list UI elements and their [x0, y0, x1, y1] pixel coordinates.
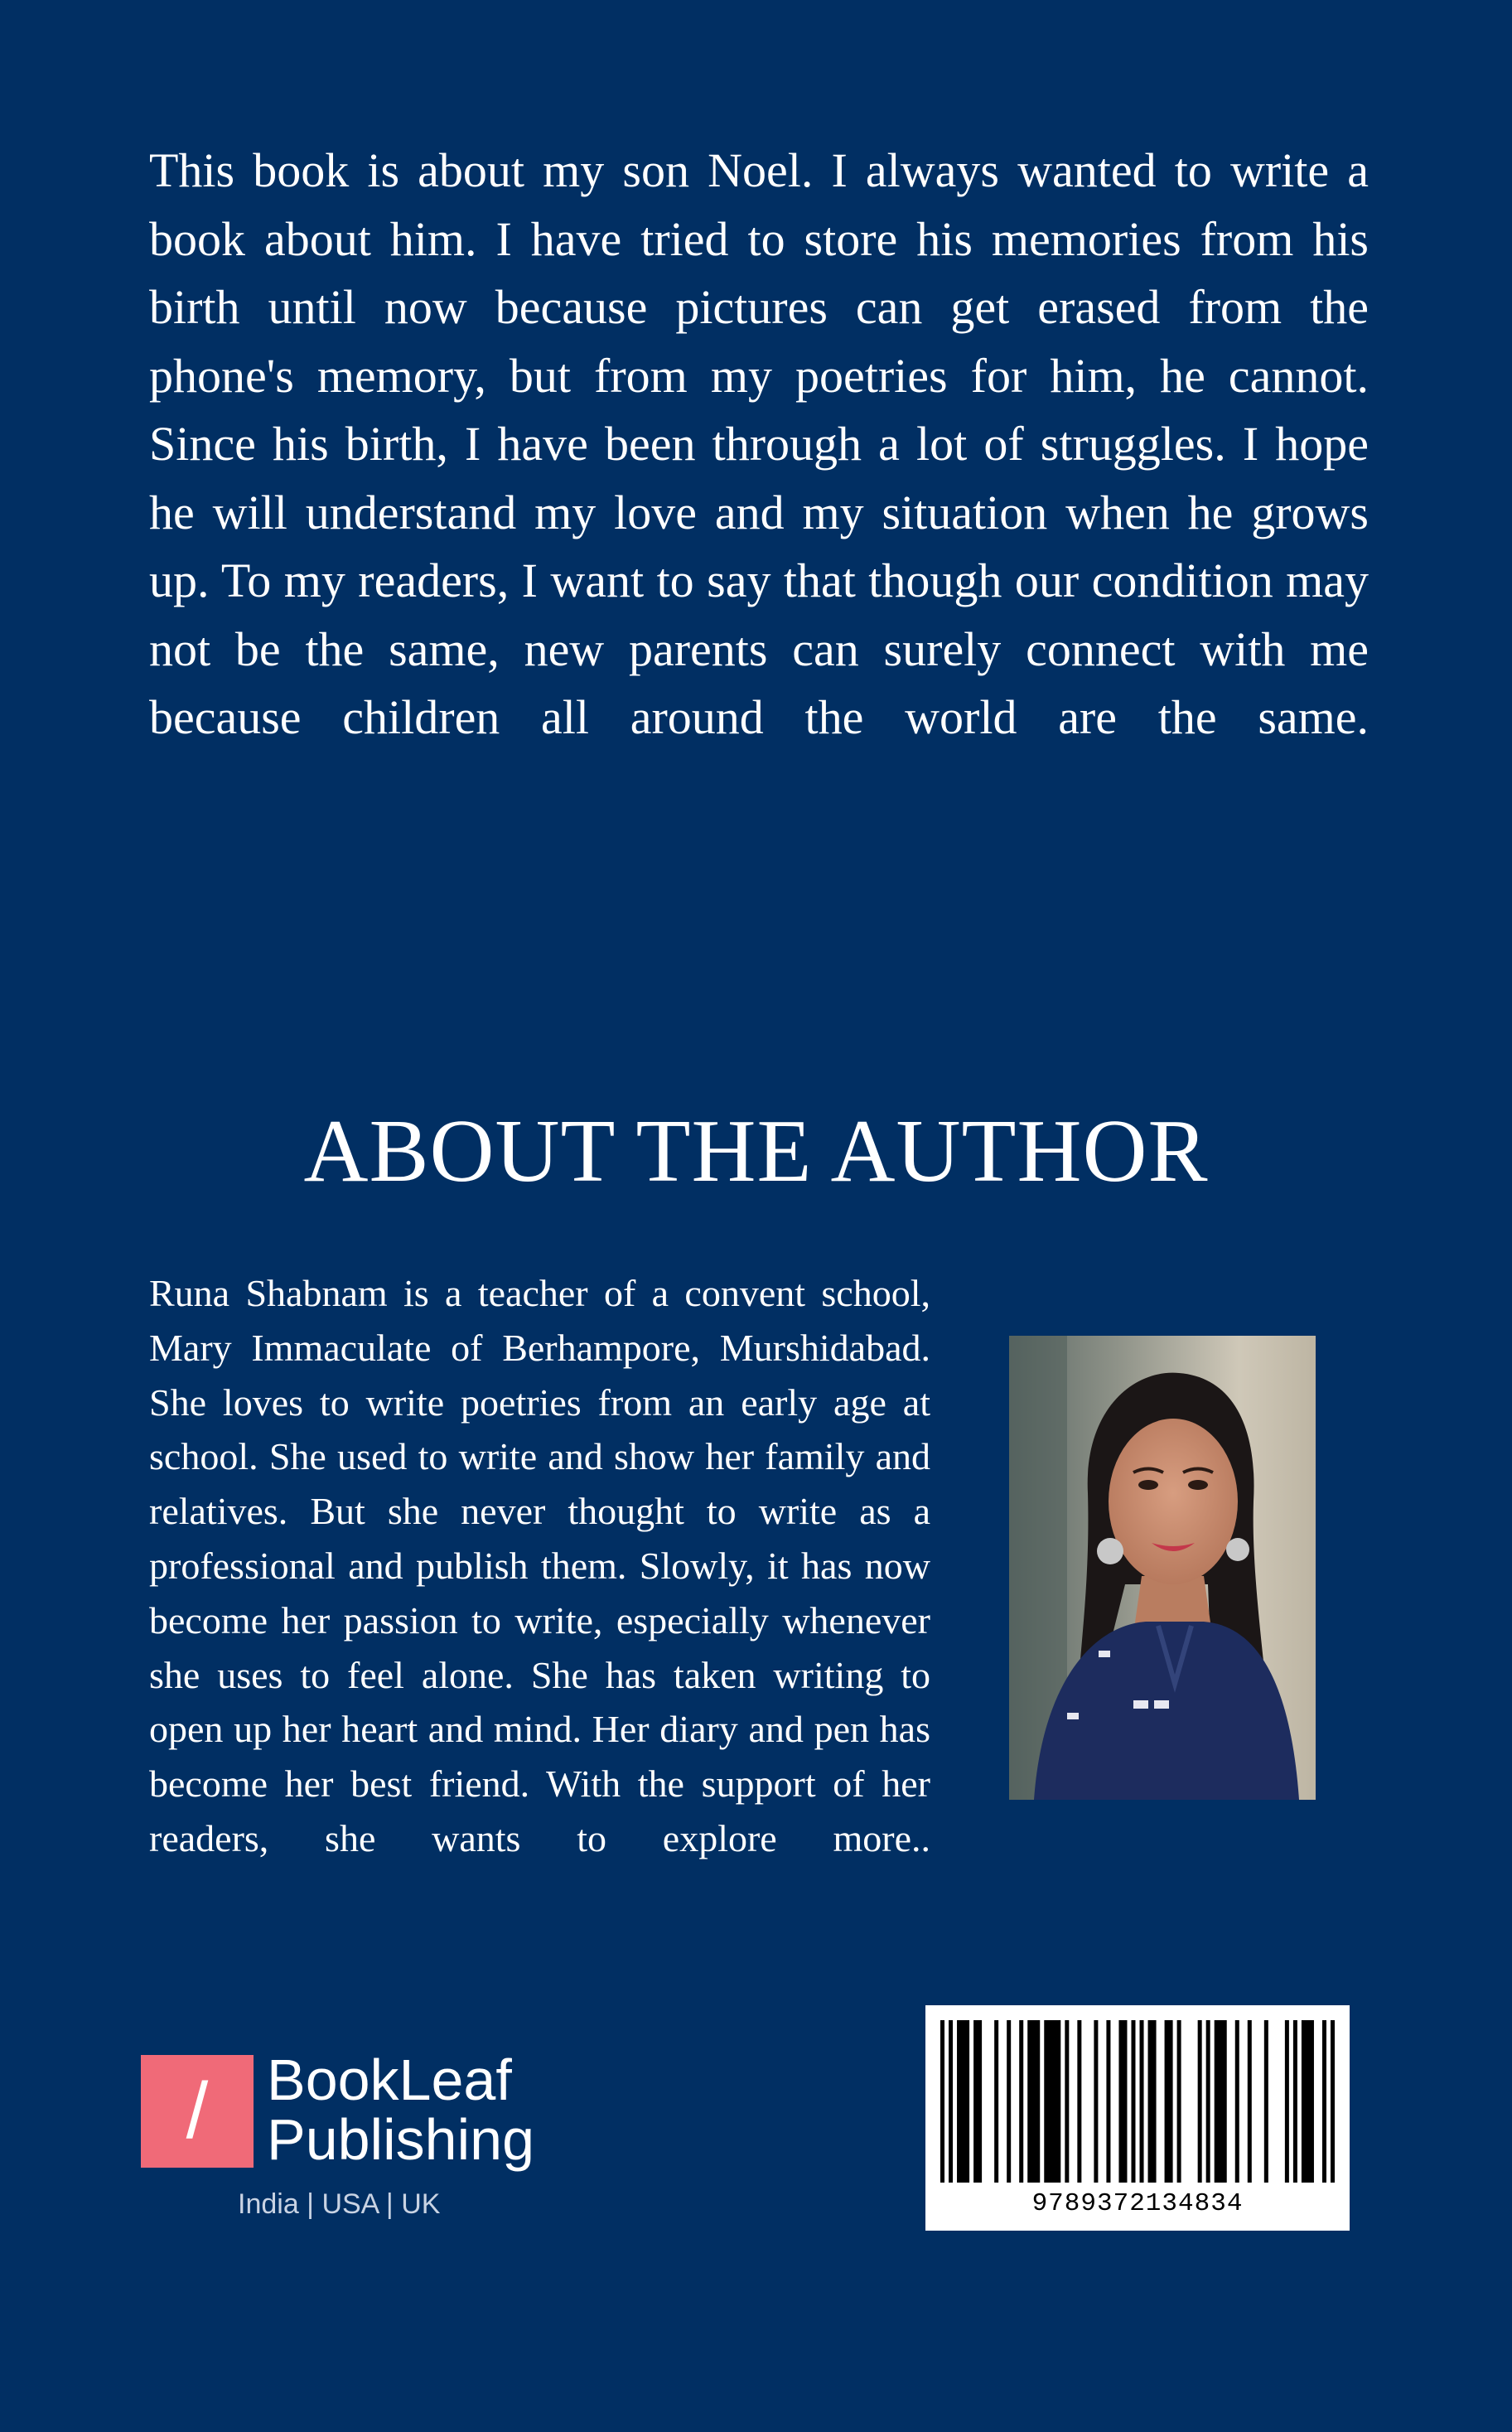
logo-slash-mark: /	[186, 2067, 209, 2155]
book-blurb: This book is about my son Noel. I always wanted to write a book about him. I have tried to store his memories from his birth until now because pictures can get erased from the phone's memory, but from my poetries for him, he cannot. Since his birth, I have been through a lot of struggles. I hope he will understand my love and my situation when he grows up. To my readers, I want to say that though our condition may not be the same, new parents can surely connect with me because children all around the world are the same.	[149, 143, 1369, 744]
barcode-bar	[1027, 2020, 1040, 2183]
barcode-bar	[1215, 2020, 1227, 2183]
barcode-bar	[1094, 2020, 1098, 2183]
barcode-bar	[1293, 2020, 1297, 2183]
barcode-bar	[1177, 2020, 1181, 2183]
publisher-logo	[141, 2048, 572, 2237]
barcode-bar	[1148, 2020, 1157, 2183]
publisher-name-line1: BookLeaf	[267, 2048, 512, 2112]
barcode-bar	[1165, 2020, 1173, 2183]
barcode-bar	[940, 2020, 944, 2183]
barcode-bar	[1285, 2020, 1289, 2183]
barcode-bar	[1065, 2020, 1069, 2183]
barcode-bar	[1264, 2020, 1268, 2183]
barcode-bar	[1322, 2020, 1326, 2183]
barcode-bar	[1198, 2020, 1202, 2183]
barcode-bar	[1106, 2020, 1110, 2183]
barcode-bar	[1248, 2020, 1252, 2183]
barcode-bar	[1007, 2020, 1011, 2183]
isbn-number: 9789372134834	[1031, 2189, 1244, 2218]
barcode-bar	[1118, 2020, 1127, 2183]
barcode-bar	[1206, 2020, 1210, 2183]
publisher-name-line2: Publishing	[267, 2107, 534, 2172]
barcode-bar	[1235, 2020, 1239, 2183]
barcode-bar	[957, 2020, 969, 2183]
barcode-bar	[949, 2020, 953, 2183]
barcode-bar	[1044, 2020, 1060, 2183]
barcode-bar	[1302, 2020, 1314, 2183]
barcode-bar	[1131, 2020, 1135, 2183]
barcode-bar	[973, 2020, 982, 2183]
publisher-regions: India | USA | UK	[238, 2188, 441, 2220]
publisher-name	[267, 2048, 534, 2172]
barcode-bar	[1077, 2020, 1081, 2183]
about-author-heading: ABOUT THE AUTHOR	[303, 1102, 1209, 1201]
author-photo	[1009, 1336, 1316, 1800]
barcode-bar	[1019, 2020, 1023, 2183]
author-bio: Runa Shabnam is a teacher of a convent school, Mary Immaculate of Berhampore, Murshidabad. She loves to write poetries from an early age at school. She used to write and show her family and relatives. But she never thought to write as a professional and publish them. Slowly, it has now become her passion to write, especially whenever she uses to feel alone. She has taken writing to open up her heart and mind. Her diary and pen has become her best friend. With the support of her readers, she wants to explore more..	[149, 1272, 930, 1859]
isbn-barcode	[925, 2005, 1350, 2231]
barcode-bar	[994, 2020, 998, 2183]
barcode-bar	[1140, 2020, 1144, 2183]
barcode-bar	[1331, 2020, 1335, 2183]
